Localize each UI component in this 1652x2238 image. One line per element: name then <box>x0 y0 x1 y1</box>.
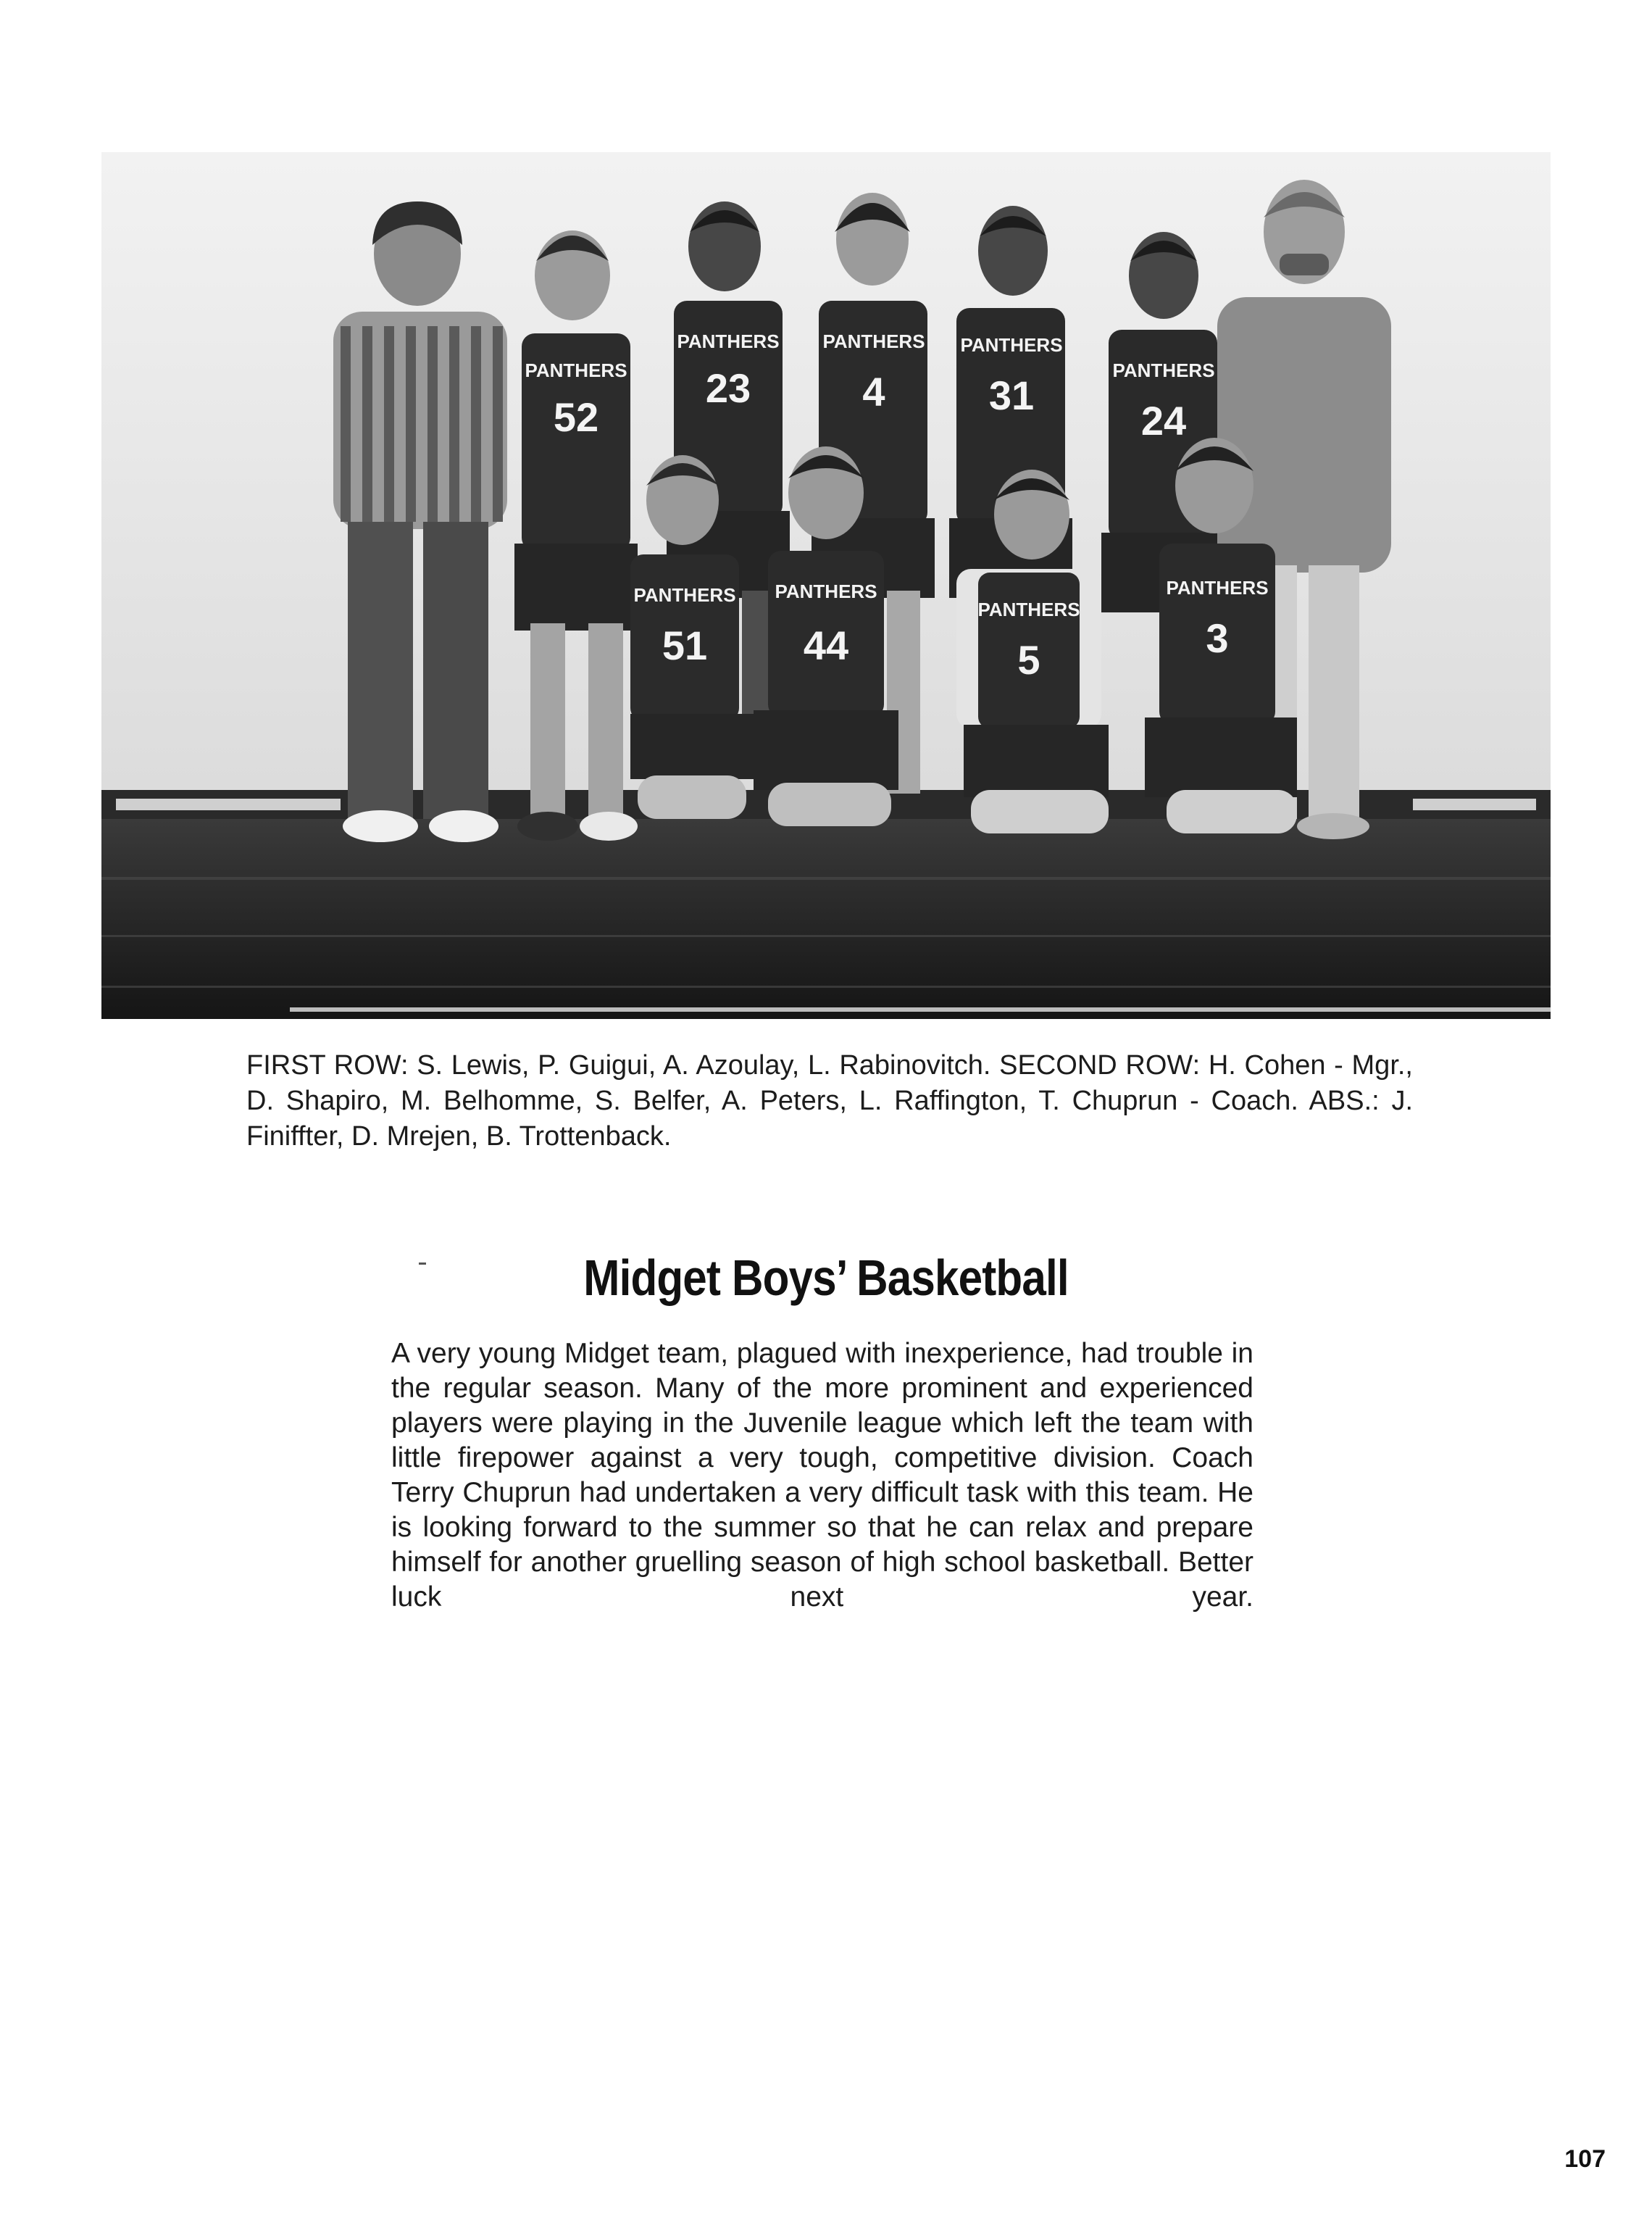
jersey-text: PANTHERS <box>775 581 877 602</box>
court-line <box>290 1007 1551 1012</box>
caption-text: FIRST ROW: S. Lewis, P. Guigui, A. Azoulay, L. Rabinovitch. SECOND ROW: H. Cohen - Mgr., D. Shapiro, M. Belhomme, S. Belfer, A. Peters, L. Raffington, T. Chuprun - Coach. ABS.: J. Finiffter, D. Mrejen, B. Trottenback. <box>246 1050 1413 1152</box>
article-body: A very young Midget team, plagued with inexperience, had trouble in the regular season. Many of the more prominent and experienced players were playing in the Juvenile league which left the team with little firepower against a very tough, competitive division. Coach Terry Chuprun had undertaken a very difficult task with this team. He is looking forward to the summer so that he can relax and prepare himself for another gruelling season of high school basketball. Better luck next year. <box>391 1338 1253 1613</box>
jersey-number: 5 <box>1017 637 1040 683</box>
jersey-text: PANTHERS <box>822 330 925 352</box>
jersey-text: PANTHERS <box>1166 577 1269 599</box>
jersey-number: 3 <box>1206 615 1229 661</box>
jersey-text: PANTHERS <box>677 330 780 352</box>
jersey-number: 31 <box>988 373 1035 418</box>
jersey-text: PANTHERS <box>1112 359 1215 381</box>
jersey-text: PANTHERS <box>977 599 1080 620</box>
jersey-text: PANTHERS <box>633 584 736 606</box>
jersey-number: 23 <box>705 365 751 411</box>
jersey-text: PANTHERS <box>525 359 627 381</box>
jersey-number: 24 <box>1140 398 1187 444</box>
jersey-number: 52 <box>553 394 599 440</box>
photo-caption <box>246 1048 1413 1155</box>
article-title: Midget Boys’ Basketball <box>583 1249 1069 1306</box>
jersey-number: 4 <box>862 369 885 415</box>
jersey-number: 51 <box>662 623 708 668</box>
team-photo-illustration <box>101 152 1551 1019</box>
jersey-number: 44 <box>803 623 849 668</box>
team-photo <box>101 152 1551 1019</box>
gym-floor <box>101 819 1551 1019</box>
jersey-text: PANTHERS <box>960 334 1063 356</box>
stray-mark <box>419 1262 426 1265</box>
page-number: 107 <box>1564 2145 1606 2173</box>
